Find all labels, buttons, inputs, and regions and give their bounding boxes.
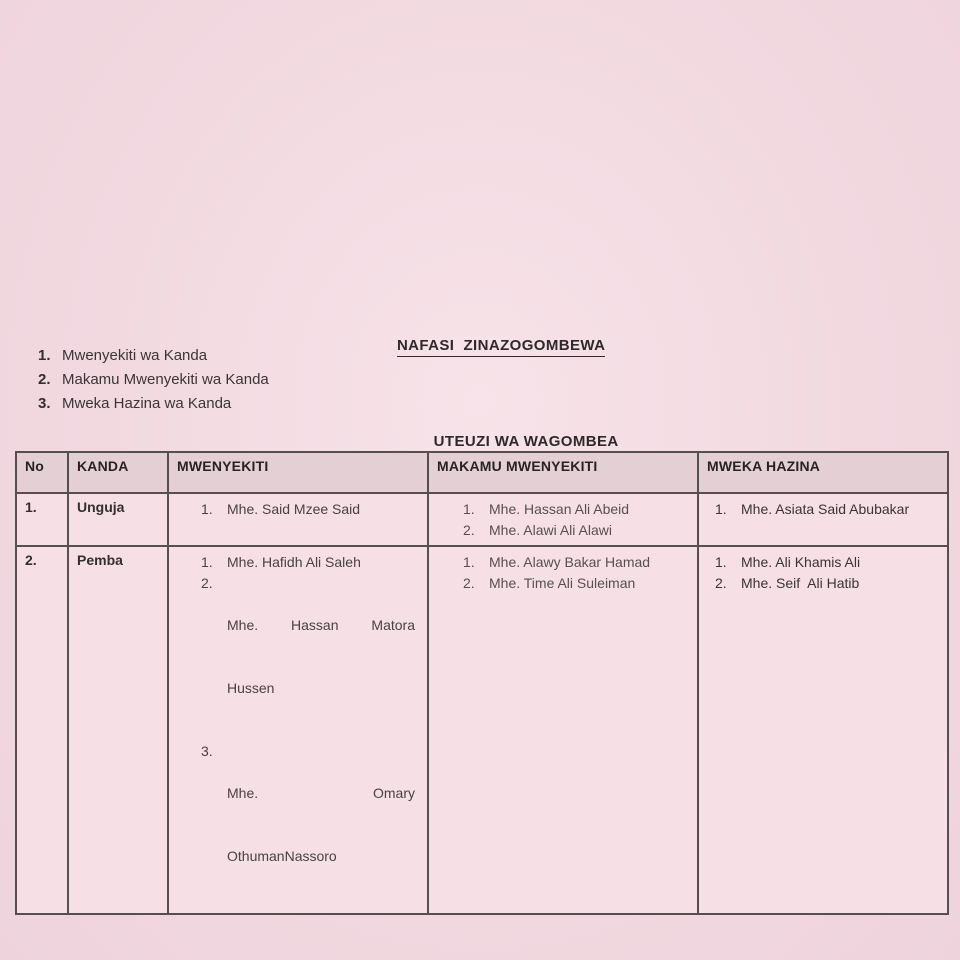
makamu-mwenyekiti-cell (428, 493, 698, 546)
header-no: No (16, 452, 68, 493)
name-word: Omary (373, 785, 415, 801)
candidate-number: 2. (463, 575, 475, 591)
candidate-number: 3. (201, 743, 213, 759)
table-row-pemba (16, 546, 948, 914)
candidate-number: 2. (463, 522, 475, 538)
position-item (38, 392, 269, 416)
mweka-hazina-cell (698, 493, 948, 546)
nomination-table (15, 451, 949, 915)
candidate-name (227, 741, 421, 909)
candidate-list (707, 499, 941, 520)
row-number-cell: 1. (16, 493, 68, 546)
candidate-list (437, 552, 691, 594)
candidate-name: Mhe. Said Mzee Said (227, 501, 361, 517)
candidate-item (707, 552, 941, 573)
candidate-name: Mhe. Ali Khamis Ali (741, 554, 861, 570)
mwenyekiti-cell (168, 493, 428, 546)
candidate-number: 1. (201, 554, 213, 570)
candidates-subtitle-text: UTEUZI WA WAGOMBEA (434, 433, 619, 453)
candidate-list (177, 552, 421, 909)
candidate-number: 1. (463, 501, 475, 517)
candidate-name: Mhe. Hafidh Ali Saleh (227, 554, 361, 570)
name-word: Mhe. (227, 617, 259, 633)
position-item-label: Mweka Hazina wa Kanda (62, 395, 232, 412)
name-wrapped-word: Hussen (227, 680, 275, 696)
candidate-number: 1. (463, 554, 475, 570)
position-item-label: Makamu Mwenyekiti wa Kanda (62, 371, 269, 388)
justified-name-line (227, 615, 415, 636)
candidate-item (437, 573, 691, 594)
candidate-item (437, 520, 691, 541)
candidate-item (707, 573, 941, 594)
candidate-item (177, 499, 421, 520)
header-kanda: KANDA (68, 452, 168, 493)
row-number-cell: 2. (16, 546, 68, 914)
header-mweka-hazina: MWEKA HAZINA (698, 452, 948, 493)
candidate-name: Mhe. Time Ali Suleiman (489, 575, 636, 591)
candidate-number: 2. (201, 575, 213, 591)
name-word: Matora (371, 617, 415, 633)
candidate-name: Mhe. Alawi Ali Alawi (489, 522, 612, 538)
candidate-list (177, 499, 421, 520)
candidate-item (437, 499, 691, 520)
position-item-label: Mwenyekiti wa Kanda (62, 347, 208, 364)
candidate-number: 1. (201, 501, 213, 517)
table-header-row (16, 452, 948, 493)
candidate-name: Mhe. Alawy Bakar Hamad (489, 554, 651, 570)
candidate-item (177, 552, 421, 573)
candidate-item (707, 499, 941, 520)
header-mwenyekiti: MWENYEKITI (168, 452, 428, 493)
position-item-number: 3. (38, 395, 51, 412)
position-item (38, 344, 269, 368)
header-makamu-mwenyekiti: MAKAMU MWENYEKITI (428, 452, 698, 493)
candidate-name: Mhe. Hassan Ali Abeid (489, 501, 630, 517)
candidate-name: Mhe. Seif Ali Hatib (741, 575, 860, 591)
positions-list (38, 344, 269, 416)
position-item (38, 368, 269, 392)
candidate-item (177, 573, 421, 741)
candidate-list (707, 552, 941, 594)
name-wrapped-word: OthumanNassoro (227, 848, 337, 864)
name-word: Hassan (291, 617, 339, 633)
mweka-hazina-cell (698, 546, 948, 914)
mwenyekiti-cell (168, 546, 428, 914)
kanda-cell: Pemba (68, 546, 168, 914)
kanda-cell: Unguja (68, 493, 168, 546)
candidate-name: Mhe. Asiata Said Abubakar (741, 501, 910, 517)
page-title-text: NAFASI ZINAZOGOMBEWA (397, 337, 605, 357)
name-word: Mhe. (227, 785, 259, 801)
candidate-number: 1. (715, 501, 727, 517)
justified-name-line (227, 783, 415, 804)
candidate-number: 2. (715, 575, 727, 591)
makamu-mwenyekiti-cell (428, 546, 698, 914)
candidate-list (437, 499, 691, 541)
candidate-item (177, 741, 421, 909)
candidate-name (227, 573, 421, 741)
table-row-unguja (16, 493, 948, 546)
candidate-number: 1. (715, 554, 727, 570)
position-item-number: 1. (38, 347, 51, 364)
position-item-number: 2. (38, 371, 51, 388)
candidate-item (437, 552, 691, 573)
